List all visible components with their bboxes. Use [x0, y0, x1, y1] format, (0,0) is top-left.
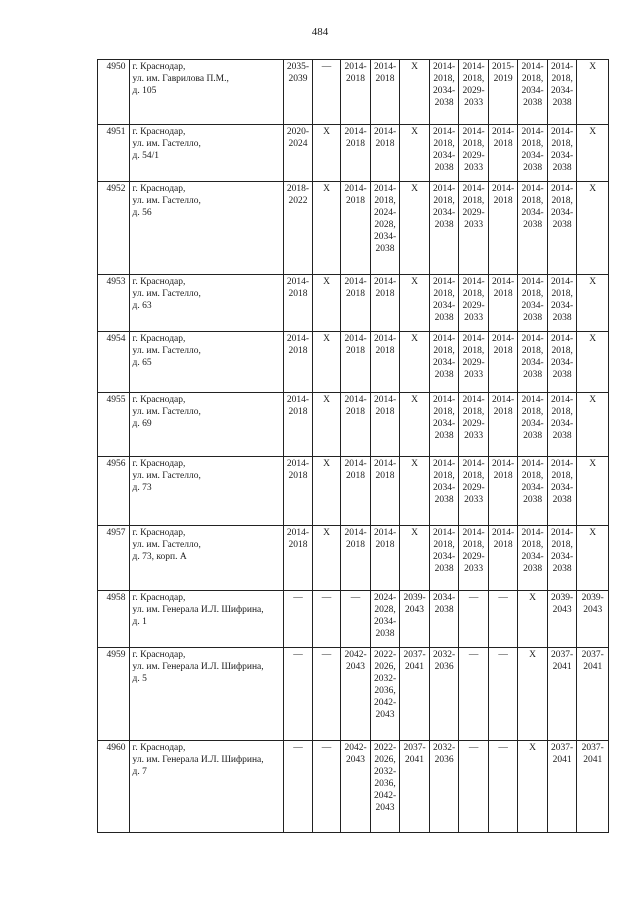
- period-cell: X: [312, 182, 341, 275]
- address-line: г. Краснодар,: [132, 650, 186, 660]
- row-number: 4956: [98, 457, 130, 526]
- address-line: г. Краснодар,: [132, 277, 186, 287]
- period-cell: 2037- 2041: [400, 648, 430, 741]
- period-cell: 2014- 2018: [370, 457, 400, 526]
- period-cell: —: [312, 741, 341, 833]
- address-line: г. Краснодар,: [132, 593, 186, 603]
- period-cell: 2014- 2018: [341, 526, 371, 591]
- period-cell: 2014- 2018, 2034- 2038: [547, 332, 577, 393]
- period-cell: 2014- 2018, 2029- 2033: [459, 182, 489, 275]
- address-line: ул. им. Генерала И.Л. Шифрина,: [132, 662, 264, 672]
- table-row: [98, 275, 609, 332]
- row-number: 4958: [98, 591, 130, 648]
- address-line: д. 54/1: [132, 151, 160, 161]
- row-number: 4960: [98, 741, 130, 833]
- table-row: [98, 332, 609, 393]
- period-cell: 2014- 2018: [284, 526, 313, 591]
- period-cell: 2042- 2043: [341, 741, 371, 833]
- address-line: д. 7: [132, 767, 147, 777]
- period-cell: —: [488, 591, 518, 648]
- row-number: 4953: [98, 275, 130, 332]
- address-line: д. 65: [132, 358, 152, 368]
- period-cell: 2014- 2018, 2034- 2038: [518, 182, 548, 275]
- address-line: ул. им. Гастелло,: [132, 540, 201, 550]
- period-cell: 2014- 2018, 2034- 2038: [518, 526, 548, 591]
- address-cell: [129, 182, 284, 275]
- period-cell: X: [518, 741, 548, 833]
- period-cell: 2037- 2041: [547, 741, 577, 833]
- period-cell: X: [312, 125, 341, 182]
- period-cell: X: [400, 332, 430, 393]
- address-line: ул. им. Гастелло,: [132, 196, 201, 206]
- table-row: [98, 741, 609, 833]
- table-row: [98, 457, 609, 526]
- address-line: ул. им. Гастелло,: [132, 407, 201, 417]
- address-line: ул. им. Гастелло,: [132, 139, 201, 149]
- address-line: д. 73, корп. А: [132, 552, 187, 562]
- period-cell: 2014- 2018: [284, 457, 313, 526]
- period-cell: 2014- 2018: [284, 393, 313, 457]
- period-cell: —: [488, 648, 518, 741]
- period-cell: 2032- 2036: [429, 741, 459, 833]
- address-line: ул. им. Генерала И.Л. Шифрина,: [132, 755, 264, 765]
- period-cell: —: [284, 591, 313, 648]
- table-row: [98, 393, 609, 457]
- address-cell: [129, 332, 284, 393]
- period-cell: X: [577, 526, 609, 591]
- address-line: г. Краснодар,: [132, 127, 186, 137]
- period-cell: 2014- 2018: [370, 60, 400, 125]
- period-cell: —: [312, 60, 341, 125]
- address-cell: [129, 591, 284, 648]
- period-cell: 2014- 2018, 2034- 2038: [429, 275, 459, 332]
- address-line: г. Краснодар,: [132, 459, 186, 469]
- period-cell: 2014- 2018: [341, 125, 371, 182]
- table-body: [98, 60, 609, 833]
- address-line: д. 63: [132, 301, 152, 311]
- period-cell: —: [341, 591, 371, 648]
- period-cell: 2014- 2018, 2034- 2038: [429, 526, 459, 591]
- period-cell: 2014- 2018: [488, 125, 518, 182]
- page-number: 484: [311, 26, 329, 38]
- period-cell: —: [312, 591, 341, 648]
- period-cell: —: [459, 648, 489, 741]
- period-cell: 2014- 2018: [341, 60, 371, 125]
- period-cell: 2014- 2018, 2034- 2038: [429, 125, 459, 182]
- period-cell: 2014- 2018, 2029- 2033: [459, 60, 489, 125]
- period-cell: 2014- 2018, 2034- 2038: [547, 125, 577, 182]
- period-cell: 2022- 2026, 2032- 2036, 2042- 2043: [370, 741, 400, 833]
- address-line: г. Краснодар,: [132, 395, 186, 405]
- row-number: 4959: [98, 648, 130, 741]
- period-cell: —: [488, 741, 518, 833]
- row-number: 4952: [98, 182, 130, 275]
- address-line: ул. им. Генерала И.Л. Шифрина,: [132, 605, 264, 615]
- row-number: 4951: [98, 125, 130, 182]
- period-cell: 2014- 2018, 2029- 2033: [459, 275, 489, 332]
- period-cell: 2037- 2041: [547, 648, 577, 741]
- period-cell: 2014- 2018, 2034- 2038: [518, 125, 548, 182]
- period-cell: 2014- 2018, 2034- 2038: [547, 526, 577, 591]
- period-cell: X: [518, 591, 548, 648]
- period-cell: 2015- 2019: [488, 60, 518, 125]
- period-cell: 2022- 2026, 2032- 2036, 2042- 2043: [370, 648, 400, 741]
- address-line: ул. им. Гастелло,: [132, 289, 201, 299]
- period-cell: 2014- 2018, 2034- 2038: [518, 457, 548, 526]
- period-cell: X: [518, 648, 548, 741]
- period-cell: 2014- 2018, 2034- 2038: [429, 393, 459, 457]
- period-cell: 2014- 2018, 2029- 2033: [459, 332, 489, 393]
- period-cell: X: [577, 125, 609, 182]
- period-cell: 2014- 2018: [488, 182, 518, 275]
- table-row: [98, 125, 609, 182]
- address-line: г. Краснодар,: [132, 62, 186, 72]
- period-cell: X: [577, 457, 609, 526]
- period-cell: 2014- 2018, 2029- 2033: [459, 393, 489, 457]
- period-cell: 2014- 2018: [488, 275, 518, 332]
- address-cell: [129, 741, 284, 833]
- period-cell: 2014- 2018: [341, 182, 371, 275]
- address-cell: [129, 393, 284, 457]
- period-cell: X: [312, 275, 341, 332]
- period-cell: 2014- 2018, 2034- 2038: [518, 60, 548, 125]
- address-cell: [129, 125, 284, 182]
- period-cell: 2018- 2022: [284, 182, 313, 275]
- period-cell: —: [284, 741, 313, 833]
- period-cell: 2014- 2018, 2034- 2038: [547, 393, 577, 457]
- period-cell: 2014- 2018, 2034- 2038: [547, 182, 577, 275]
- period-cell: 2037- 2041: [577, 741, 609, 833]
- period-cell: 2039- 2043: [577, 591, 609, 648]
- address-cell: [129, 275, 284, 332]
- period-cell: 2014- 2018, 2034- 2038: [518, 393, 548, 457]
- address-line: д. 56: [132, 208, 152, 218]
- row-number: 4954: [98, 332, 130, 393]
- period-cell: X: [577, 393, 609, 457]
- period-cell: X: [312, 393, 341, 457]
- period-cell: 2014- 2018: [370, 275, 400, 332]
- period-cell: 2035- 2039: [284, 60, 313, 125]
- period-cell: 2014- 2018, 2024- 2028, 2034- 2038: [370, 182, 400, 275]
- period-cell: 2042- 2043: [341, 648, 371, 741]
- period-cell: 2014- 2018: [370, 393, 400, 457]
- period-cell: 2014- 2018, 2034- 2038: [547, 457, 577, 526]
- period-cell: 2014- 2018: [488, 526, 518, 591]
- period-cell: 2014- 2018: [488, 457, 518, 526]
- row-number: 4957: [98, 526, 130, 591]
- period-cell: 2014- 2018: [341, 457, 371, 526]
- period-cell: —: [459, 591, 489, 648]
- period-cell: —: [459, 741, 489, 833]
- period-cell: 2014- 2018: [370, 125, 400, 182]
- period-cell: 2014- 2018: [284, 275, 313, 332]
- period-cell: 2014- 2018, 2034- 2038: [518, 275, 548, 332]
- address-line: ул. им. Гаврилова П.М.,: [132, 74, 229, 84]
- period-cell: 2014- 2018, 2034- 2038: [547, 60, 577, 125]
- row-number: 4955: [98, 393, 130, 457]
- address-line: д. 5: [132, 674, 147, 684]
- period-cell: X: [577, 332, 609, 393]
- address-line: д. 73: [132, 483, 152, 493]
- table-row: [98, 591, 609, 648]
- period-cell: 2014- 2018, 2034- 2038: [429, 457, 459, 526]
- period-cell: 2014- 2018: [341, 275, 371, 332]
- period-cell: 2014- 2018, 2029- 2033: [459, 457, 489, 526]
- period-cell: 2014- 2018: [341, 393, 371, 457]
- address-cell: [129, 648, 284, 741]
- address-line: ул. им. Гастелло,: [132, 346, 201, 356]
- period-cell: X: [400, 526, 430, 591]
- period-cell: 2014- 2018, 2034- 2038: [518, 332, 548, 393]
- period-cell: 2014- 2018, 2029- 2033: [459, 125, 489, 182]
- address-cell: [129, 60, 284, 125]
- period-cell: X: [577, 182, 609, 275]
- table-row: [98, 526, 609, 591]
- period-cell: 2014- 2018, 2034- 2038: [429, 60, 459, 125]
- period-cell: 2014- 2018: [370, 332, 400, 393]
- address-line: г. Краснодар,: [132, 184, 186, 194]
- address-line: д. 69: [132, 419, 152, 429]
- period-cell: 2014- 2018: [370, 526, 400, 591]
- period-cell: 2014- 2018: [284, 332, 313, 393]
- period-cell: —: [284, 648, 313, 741]
- address-line: ул. им. Гастелло,: [132, 471, 201, 481]
- period-cell: X: [312, 526, 341, 591]
- period-cell: 2020- 2024: [284, 125, 313, 182]
- period-cell: 2014- 2018, 2034- 2038: [547, 275, 577, 332]
- table-row: [98, 648, 609, 741]
- period-cell: 2014- 2018: [488, 332, 518, 393]
- address-line: г. Краснодар,: [132, 743, 186, 753]
- address-line: д. 105: [132, 86, 157, 96]
- period-cell: X: [400, 275, 430, 332]
- period-cell: 2014- 2018: [341, 332, 371, 393]
- address-line: г. Краснодар,: [132, 528, 186, 538]
- schedule-table: [97, 59, 609, 833]
- period-cell: 2024- 2028, 2034- 2038: [370, 591, 400, 648]
- period-cell: 2014- 2018, 2034- 2038: [429, 332, 459, 393]
- period-cell: 2039- 2043: [400, 591, 430, 648]
- address-line: г. Краснодар,: [132, 334, 186, 344]
- period-cell: X: [577, 275, 609, 332]
- period-cell: X: [400, 182, 430, 275]
- period-cell: 2037- 2041: [577, 648, 609, 741]
- period-cell: 2014- 2018: [488, 393, 518, 457]
- address-cell: [129, 526, 284, 591]
- address-line: д. 1: [132, 617, 147, 627]
- period-cell: X: [400, 125, 430, 182]
- period-cell: 2039- 2043: [547, 591, 577, 648]
- table-row: [98, 182, 609, 275]
- period-cell: 2034- 2038: [429, 591, 459, 648]
- period-cell: 2014- 2018, 2034- 2038: [429, 182, 459, 275]
- period-cell: X: [400, 60, 430, 125]
- period-cell: 2037- 2041: [400, 741, 430, 833]
- table-row: [98, 60, 609, 125]
- period-cell: —: [312, 648, 341, 741]
- period-cell: X: [312, 332, 341, 393]
- row-number: 4950: [98, 60, 130, 125]
- address-cell: [129, 457, 284, 526]
- period-cell: X: [400, 393, 430, 457]
- period-cell: 2014- 2018, 2029- 2033: [459, 526, 489, 591]
- period-cell: X: [400, 457, 430, 526]
- period-cell: 2032- 2036: [429, 648, 459, 741]
- period-cell: X: [312, 457, 341, 526]
- period-cell: X: [577, 60, 609, 125]
